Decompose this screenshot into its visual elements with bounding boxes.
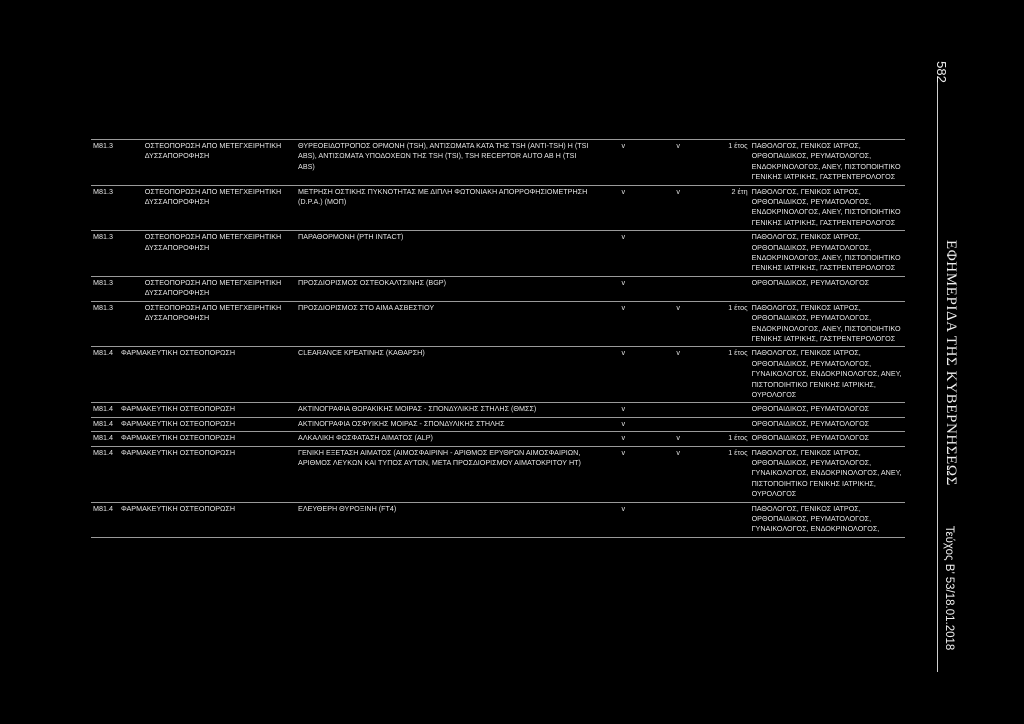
code-category-cell xyxy=(91,403,296,417)
test-cell: ΠΡΟΣΔΙΟΡΙΣΜΟΣ ΣΤΟ ΑΙΜΑ ΑΣΒΕΣΤΙΟΥ xyxy=(296,301,592,347)
category-text: ΦΑΡΜΑΚΕΥΤΙΚΗ ΟΣΤΕΟΠΟΡΩΣΗ xyxy=(120,447,236,457)
period-cell: 2 έτη xyxy=(702,185,750,231)
category-text: ΦΑΡΜΑΚΕΥΤΙΚΗ ΟΣΤΕΟΠΟΡΩΣΗ xyxy=(120,418,236,428)
test-cell: ΘΥΡΕΟΕΙΔΟΤΡΟΠΟΣ ΟΡΜΟΝΗ (TSH), ΑΝΤΙΣΩΜΑΤΑ ΚΑΤΑ ΤΗΣ TSH (ANTI-TSH) Η (TSI ABS), ΑΝΤΙΣΩΜΑΤΑ ΥΠΟΔΟΧΕΩΝ ΤΗΣ TSH (TSI), TSH RECEPTOR AUTO AB Η (TSI ABS) xyxy=(296,140,592,186)
table-row xyxy=(91,140,905,186)
flag-cell: v xyxy=(592,301,654,347)
test-cell: ΑΚΤΙΝΟΓΡΑΦΙΑ ΟΣΦΥΙΚΗΣ ΜΟΙΡΑΣ - ΣΠΟΝΔΥΛΙΚΗΣ ΣΤΗΛΗΣ xyxy=(296,417,592,431)
code-text: M81.4 xyxy=(93,503,113,513)
flag-cell: v xyxy=(592,140,654,186)
test-cell: ΓΕΝΙΚΗ ΕΞΕΤΑΣΗ ΑΙΜΑΤΟΣ (ΑΙΜΟΣΦΑΙΡΙΝΗ - ΑΡΙΘΜΟΣ ΕΡΥΘΡΩΝ ΑΙΜΟΣΦΑΙΡΙΩΝ, ΑΡΙΘΜΟΣ ΛΕΥΚΩΝ ΚΑΙ ΤΥΠΟΣ ΑΥΤΩΝ, ΜΕΤΑ ΠΡΟΣΔΙΟΡΙΣΜΟΥ ΑΙΜΑΤΟΚΡΙΤΟΥ HT) xyxy=(296,446,592,502)
category-text: ΦΑΡΜΑΚΕΥΤΙΚΗ ΟΣΤΕΟΠΟΡΩΣΗ xyxy=(120,404,236,414)
code-category-cell xyxy=(91,417,296,431)
specialties-cell: ΠΑΘΟΛΟΓΟΣ, ΓΕΝΙΚΟΣ ΙΑΤΡΟΣ, ΟΡΘΟΠΑΙΔΙΚΟΣ, ΡΕΥΜΑΤΟΛΟΓΟΣ, ΕΝΔΟΚΡΙΝΟΛΟΓΟΣ, ΑΝΕΥ, ΠΙΣΤΟΠΟΙΗΤΙΚΟ ΓΕΝΙΚΗΣ ΙΑΤΡΙΚΗΣ, ΓΑΣΤΡΕΝΤΕΡΟΛΟΓΟΣ xyxy=(750,140,905,186)
period-cell: 1 έτος xyxy=(702,301,750,347)
flag-cell: v xyxy=(654,140,702,186)
test-cell: ΠΡΟΣΔΙΟΡΙΣΜΟΣ ΟΣΤΕΟΚΑΛΤΣΙΝΗΣ (BGP) xyxy=(296,276,592,301)
specialties-cell: ΠΑΘΟΛΟΓΟΣ, ΓΕΝΙΚΟΣ ΙΑΤΡΟΣ, ΟΡΘΟΠΑΙΔΙΚΟΣ, ΡΕΥΜΑΤΟΛΟΓΟΣ, ΓΥΝΑΙΚΟΛΟΓΟΣ, ΕΝΔΟΚΡΙΝΟΛΟΓΟΣ, ΑΝΕΥ, ΠΙΣΤΟΠΟΙΗΤΙΚΟ ΓΕΝΙΚΗΣ ΙΑΤΡΙΚΗΣ, ΟΥΡΟΛΟΓΟΣ xyxy=(750,347,905,403)
code-text: M81.4 xyxy=(93,447,113,457)
category-text: ΦΑΡΜΑΚΕΥΤΙΚΗ ΟΣΤΕΟΠΟΡΩΣΗ xyxy=(120,503,236,513)
specialties-cell: ΟΡΘΟΠΑΙΔΙΚΟΣ, ΡΕΥΜΑΤΟΛΟΓΟΣ xyxy=(750,417,905,431)
flag-cell: v xyxy=(592,432,654,446)
code-category-cell xyxy=(91,432,296,446)
flag-cell: v xyxy=(654,301,702,347)
table-row xyxy=(91,276,905,301)
period-cell: 1 έτος xyxy=(702,432,750,446)
flag-cell xyxy=(654,502,702,537)
period-cell xyxy=(702,231,750,277)
flag-cell xyxy=(654,417,702,431)
flag-cell: v xyxy=(592,231,654,277)
specialties-cell: ΠΑΘΟΛΟΓΟΣ, ΓΕΝΙΚΟΣ ΙΑΤΡΟΣ, ΟΡΘΟΠΑΙΔΙΚΟΣ, ΡΕΥΜΑΤΟΛΟΓΟΣ, ΕΝΔΟΚΡΙΝΟΛΟΓΟΣ, ΑΝΕΥ, ΠΙΣΤΟΠΟΙΗΤΙΚΟ ΓΕΝΙΚΗΣ ΙΑΤΡΙΚΗΣ, ΓΑΣΤΡΕΝΤΕΡΟΛΟΓΟΣ xyxy=(750,231,905,277)
table-row xyxy=(91,502,905,537)
flag-cell: v xyxy=(592,185,654,231)
prescription-table xyxy=(91,139,905,538)
code-cell: M81.3 xyxy=(91,140,143,186)
specialties-cell: ΟΡΘΟΠΑΙΔΙΚΟΣ, ΡΕΥΜΑΤΟΛΟΓΟΣ xyxy=(750,432,905,446)
code-cell: M81.3 xyxy=(91,276,143,301)
period-cell: 1 έτος xyxy=(702,347,750,403)
flag-cell: v xyxy=(592,446,654,502)
category-cell: ΟΣΤΕΟΠΟΡΩΣΗ ΑΠΟ ΜΕΤΕΓΧΕΙΡΗΤΙΚΗ ΔΥΣΣΑΠΟΡΟΦΗΣΗ xyxy=(143,231,296,277)
test-cell: ΑΛΚΑΛΙΚΗ ΦΩΣΦΑΤΑΣΗ ΑΙΜΑΤΟΣ (ALP) xyxy=(296,432,592,446)
table-row xyxy=(91,231,905,277)
table-row xyxy=(91,301,905,347)
code-category-cell xyxy=(91,347,296,403)
specialties-cell: ΟΡΘΟΠΑΙΔΙΚΟΣ, ΡΕΥΜΑΤΟΛΟΓΟΣ xyxy=(750,276,905,301)
code-text: M81.4 xyxy=(93,348,113,358)
flag-cell: v xyxy=(654,432,702,446)
code-category-cell xyxy=(91,446,296,502)
flag-cell: v xyxy=(654,185,702,231)
period-cell: 1 έτος xyxy=(702,446,750,502)
specialties-cell: ΠΑΘΟΛΟΓΟΣ, ΓΕΝΙΚΟΣ ΙΑΤΡΟΣ, ΟΡΘΟΠΑΙΔΙΚΟΣ, ΡΕΥΜΑΤΟΛΟΓΟΣ, ΕΝΔΟΚΡΙΝΟΛΟΓΟΣ, ΑΝΕΥ, ΠΙΣΤΟΠΟΙΗΤΙΚΟ ΓΕΝΙΚΗΣ ΙΑΤΡΙΚΗΣ, ΓΑΣΤΡΕΝΤΕΡΟΛΟΓΟΣ xyxy=(750,185,905,231)
specialties-cell: ΠΑΘΟΛΟΓΟΣ, ΓΕΝΙΚΟΣ ΙΑΤΡΟΣ, ΟΡΘΟΠΑΙΔΙΚΟΣ, ΡΕΥΜΑΤΟΛΟΓΟΣ, ΕΝΔΟΚΡΙΝΟΛΟΓΟΣ, ΑΝΕΥ, ΠΙΣΤΟΠΟΙΗΤΙΚΟ ΓΕΝΙΚΗΣ ΙΑΤΡΙΚΗΣ, ΓΑΣΤΡΕΝΤΕΡΟΛΟΓΟΣ xyxy=(750,301,905,347)
flag-cell: v xyxy=(592,403,654,417)
period-cell xyxy=(702,502,750,537)
period-cell xyxy=(702,417,750,431)
journal-title: ΕΦΗΜΕΡΙΔΑ ΤΗΣ ΚΥΒΕΡΝΗΣΕΩΣ xyxy=(943,239,959,486)
table-row xyxy=(91,417,905,431)
table-row xyxy=(91,347,905,403)
category-text: ΦΑΡΜΑΚΕΥΤΙΚΗ ΟΣΤΕΟΠΟΡΩΣΗ xyxy=(120,433,236,443)
test-cell: CLEARANCE ΚΡΕΑΤΙΝΗΣ (ΚΑΘΑΡΣΗ) xyxy=(296,347,592,403)
flag-cell: v xyxy=(592,502,654,537)
test-cell: ΕΛΕΥΘΕΡΗ ΘΥΡΟΞΙΝΗ (FT4) xyxy=(296,502,592,537)
test-cell: ΜΕΤΡΗΣΗ ΟΣΤΙΚΗΣ ΠΥΚΝΟΤΗΤΑΣ ΜΕ ΔΙΠΛΗ ΦΩΤΟΝΙΑΚΗ ΑΠΟΡΡΟΦΗΣΙΟΜΕΤΡΗΣΗ (D.P.A.) (ΜΟΠ) xyxy=(296,185,592,231)
specialties-cell: ΠΑΘΟΛΟΓΟΣ, ΓΕΝΙΚΟΣ ΙΑΤΡΟΣ, ΟΡΘΟΠΑΙΔΙΚΟΣ, ΡΕΥΜΑΤΟΛΟΓΟΣ, ΓΥΝΑΙΚΟΛΟΓΟΣ, ΕΝΔΟΚΡΙΝΟΛΟΓΟΣ, ΑΝΕΥ, ΠΙΣΤΟΠΟΙΗΤΙΚΟ ΓΕΝΙΚΗΣ ΙΑΤΡΙΚΗΣ, ΟΥΡΟΛΟΓΟΣ xyxy=(750,446,905,502)
category-text: ΦΑΡΜΑΚΕΥΤΙΚΗ ΟΣΤΕΟΠΟΡΩΣΗ xyxy=(120,348,236,358)
page-number: 582 xyxy=(934,61,949,83)
specialties-cell: ΠΑΘΟΛΟΓΟΣ, ΓΕΝΙΚΟΣ ΙΑΤΡΟΣ, ΟΡΘΟΠΑΙΔΙΚΟΣ, ΡΕΥΜΑΤΟΛΟΓΟΣ, ΓΥΝΑΙΚΟΛΟΓΟΣ, ΕΝΔΟΚΡΙΝΟΛΟΓΟΣ, xyxy=(750,502,905,537)
category-cell: ΟΣΤΕΟΠΟΡΩΣΗ ΑΠΟ ΜΕΤΕΓΧΕΙΡΗΤΙΚΗ ΔΥΣΣΑΠΟΡΟΦΗΣΗ xyxy=(143,301,296,347)
table-row xyxy=(91,432,905,446)
test-cell: ΑΚΤΙΝΟΓΡΑΦΙΑ ΘΩΡΑΚΙΚΗΣ ΜΟΙΡΑΣ - ΣΠΟΝΔΥΛΙΚΗΣ ΣΤΗΛΗΣ (ΘΜΣΣ) xyxy=(296,403,592,417)
code-text: M81.4 xyxy=(93,418,113,428)
flag-cell xyxy=(654,403,702,417)
code-cell: M81.3 xyxy=(91,185,143,231)
table-row xyxy=(91,446,905,502)
margin-rule xyxy=(937,80,938,672)
table-row xyxy=(91,403,905,417)
code-cell: M81.3 xyxy=(91,231,143,277)
period-cell: 1 έτος xyxy=(702,140,750,186)
test-cell: ΠΑΡΑΘΟΡΜΟΝΗ (PTH INTACT) xyxy=(296,231,592,277)
flag-cell: v xyxy=(654,347,702,403)
flag-cell xyxy=(654,231,702,277)
code-text: M81.4 xyxy=(93,433,113,443)
code-cell: M81.3 xyxy=(91,301,143,347)
category-cell: ΟΣΤΕΟΠΟΡΩΣΗ ΑΠΟ ΜΕΤΕΓΧΕΙΡΗΤΙΚΗ ΔΥΣΣΑΠΟΡΟΦΗΣΗ xyxy=(143,276,296,301)
period-cell xyxy=(702,403,750,417)
code-category-cell xyxy=(91,502,296,537)
table-row xyxy=(91,185,905,231)
flag-cell: v xyxy=(654,446,702,502)
category-cell: ΟΣΤΕΟΠΟΡΩΣΗ ΑΠΟ ΜΕΤΕΓΧΕΙΡΗΤΙΚΗ ΔΥΣΣΑΠΟΡΟΦΗΣΗ xyxy=(143,185,296,231)
issue-label: Τεύχος Β’ 53/18.01.2018 xyxy=(943,525,955,651)
category-cell: ΟΣΤΕΟΠΟΡΩΣΗ ΑΠΟ ΜΕΤΕΓΧΕΙΡΗΤΙΚΗ ΔΥΣΣΑΠΟΡΟΦΗΣΗ xyxy=(143,140,296,186)
flag-cell: v xyxy=(592,347,654,403)
period-cell xyxy=(702,276,750,301)
code-text: M81.4 xyxy=(93,404,113,414)
flag-cell xyxy=(654,276,702,301)
flag-cell: v xyxy=(592,417,654,431)
specialties-cell: ΟΡΘΟΠΑΙΔΙΚΟΣ, ΡΕΥΜΑΤΟΛΟΓΟΣ xyxy=(750,403,905,417)
flag-cell: v xyxy=(592,276,654,301)
